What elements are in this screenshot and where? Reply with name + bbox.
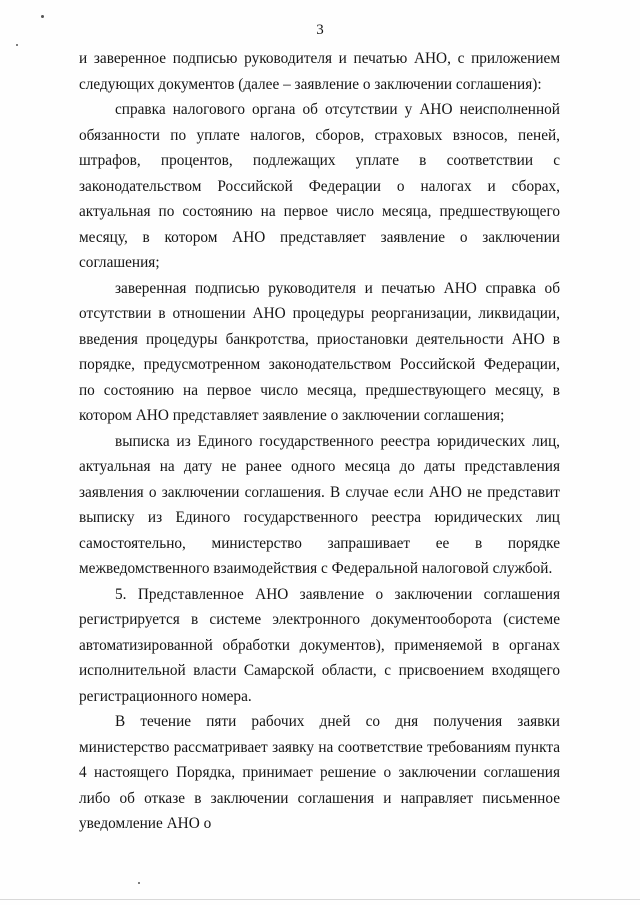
paragraph-item-5-registration: 5. Представленное АНО заявление о заключении соглашения регистрируется в системе электронного документооборота (системе автоматизированной обработки документов), применяемой в органах исполнительной власти Самарской области, с присвоением входящего регистрационного номера.: [79, 585, 560, 705]
scan-speck-top-left: [41, 15, 44, 18]
paragraph-tax-certificate: справка налогового органа об отсутствии у АНО неисполненной обязанности по уплате налогов, сборов, страховых взносов, пеней, штрафов, процентов, подлежащих уплате в соответствии с законодательством Российской Федерации о налогах и сборах, актуальная по состоянию на первое число месяца, предшествующего месяцу, в котором АНО представляет заявление о заключении соглашения;: [79, 101, 560, 271]
page-number: 3: [316, 22, 324, 38]
scan-bottom-edge: [0, 899, 640, 900]
paragraph-registry-extract: выписка из Единого государственного реестра юридических лиц, актуальная на дату не ранее одного месяца до даты представления заявления о заключении соглашения. В случае если АНО не представит выписку из Единого государственного реестра юридических лиц самостоятельно, министерство запрашивает ее в порядке межведомственного взаимодействия с Федеральной налоговой службой.: [79, 432, 560, 577]
paragraph-reorganization-certificate: заверенная подписью руководителя и печатью АНО справка об отсутствии в отношении АНО процедуры реорганизации, ликвидации, введения процедуры банкротства, приостановки деятельности АНО в порядке, предусмотренном законодательством Российской Федерации, по состоянию на первое число месяца, предшествующего месяцу, в котором АНО представляет заявление о заключении соглашения;: [79, 279, 560, 424]
scan-speck-bottom: [138, 882, 140, 884]
paragraph-review-period: В течение пяти рабочих дней со дня получения заявки министерство рассматривает заявку на соответствие требованиям пункта 4 настоящего Порядка, принимает решение о заключении соглашения либо об отказе в заключении соглашения и направляет письменное уведомление АНО о: [79, 713, 560, 832]
paragraph-continuation: и заверенное подписью руководителя и печатью АНО, с приложением следующих документов (далее – заявление о заключении соглашения):: [79, 50, 560, 93]
document-body: [79, 46, 560, 837]
scan-speck-left-margin: [16, 44, 18, 46]
